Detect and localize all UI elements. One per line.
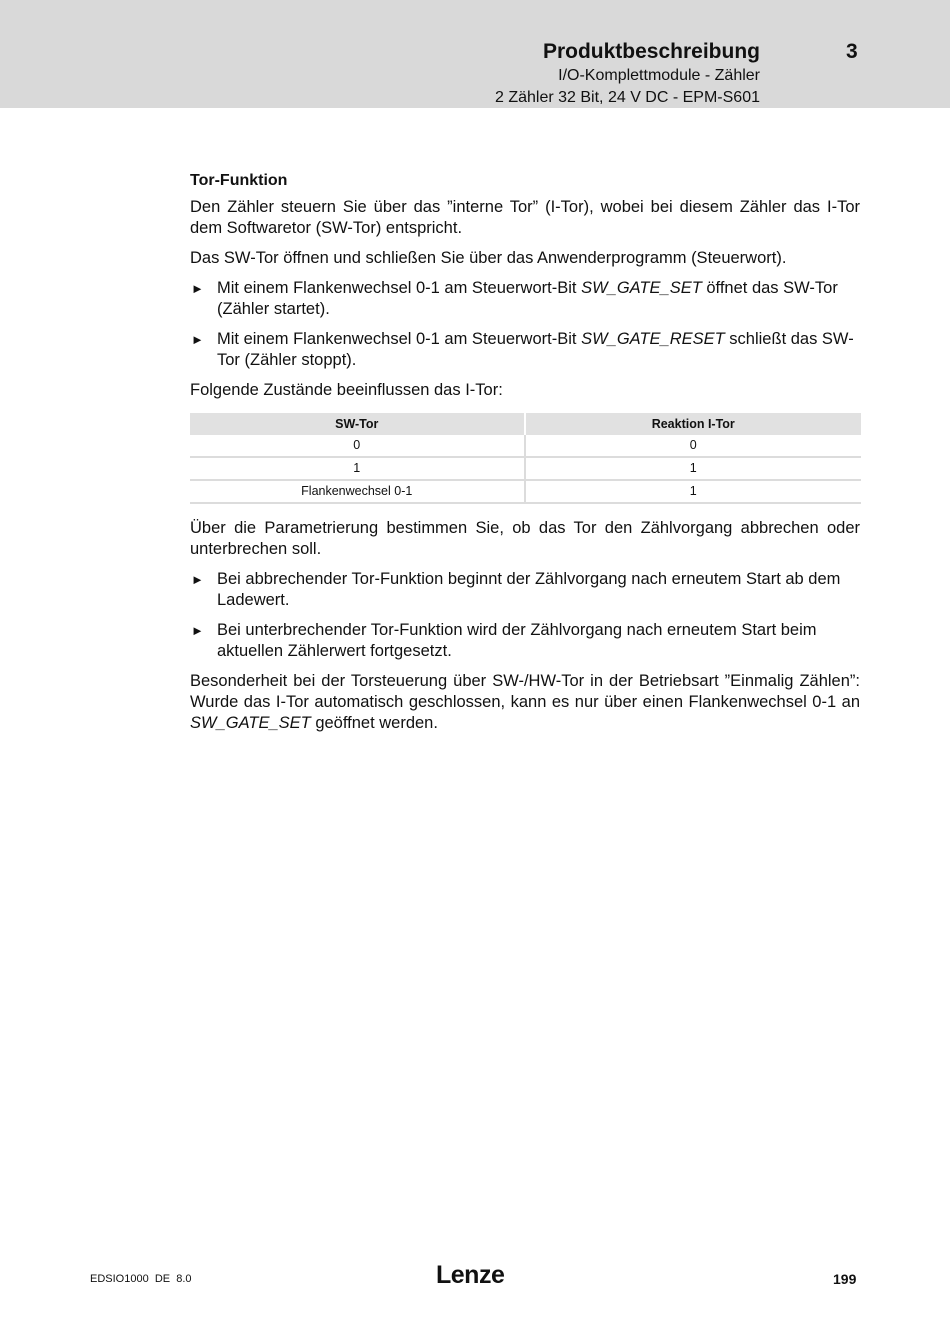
final-paragraph (190, 671, 860, 734)
header-band (0, 0, 950, 108)
column-header-sw-tor: SW-Tor (190, 413, 526, 435)
table-cell: 1 (526, 458, 862, 481)
table-row (190, 458, 861, 481)
final-text-after: geöffnet werden. (310, 714, 438, 732)
footer-document-id: EDSIO1000 DE 8.0 (90, 1273, 192, 1285)
list-item (190, 329, 860, 371)
list-item-text-before: Mit einem Flankenwechsel 0-1 am Steuerwort-Bit (217, 330, 582, 348)
triangle-right-icon: ► (191, 332, 204, 347)
header-title: Produktbeschreibung (542, 40, 760, 63)
table-cell: Flankenwechsel 0-1 (190, 481, 526, 504)
list-item (190, 569, 860, 611)
list-item-text: Bei unterbrechender Tor-Funktion wird der Zählvorgang nach erneutem Start beim aktuellen Zählerwert fortgesetzt. (217, 621, 817, 660)
table-header-row (190, 413, 861, 435)
table-intro: Folgende Zustände beeinflussen das I-Tor: (190, 381, 503, 399)
table-row (190, 481, 861, 504)
triangle-right-icon: ► (191, 623, 204, 638)
table-row (190, 435, 861, 458)
table-cell: 1 (526, 481, 862, 504)
final-code: SW_GATE_SET (190, 714, 311, 732)
list-item-text-after: öffnet das SW-Tor (Zähler startet). (217, 279, 838, 318)
page-number: 199 (833, 1271, 857, 1287)
header-subtitle-2: 2 Zähler 32 Bit, 24 V DC - EPM-S601 (495, 89, 760, 106)
list-item (190, 620, 860, 662)
parametrization-paragraph: Über die Parametrierung bestimmen Sie, ob das Tor den Zählvorgang abbrechen oder unterbrechen soll. (190, 519, 860, 558)
triangle-right-icon: ► (191, 572, 204, 587)
states-table (190, 413, 861, 504)
list-item-code: SW_GATE_SET (581, 279, 702, 297)
list-item-code: SW_GATE_RESET (581, 330, 725, 348)
table-cell: 0 (526, 435, 862, 458)
triangle-right-icon: ► (191, 281, 204, 296)
list-item-text-before: Mit einem Flankenwechsel 0-1 am Steuerwort-Bit (217, 279, 582, 297)
final-text-before: Besonderheit bei der Torsteuerung über SW-/HW-Tor in der Betriebsart ”Einmalig Zählen”: Wurde das I-Tor automatisch geschlossen, kann es nur über einen Flankenwechsel 0-1 an (190, 672, 860, 711)
table-cell: 0 (190, 435, 526, 458)
intro-paragraph: Den Zähler steuern Sie über das ”interne Tor” (I-Tor), wobei bei diesem Zähler das I-Tor dem Softwaretor (SW-Tor) entspricht. (190, 198, 860, 237)
sw-tor-paragraph: Das SW-Tor öffnen und schließen Sie über das Anwenderprogramm (Steuerwort). (190, 249, 787, 267)
list-item (190, 278, 860, 320)
list-item-text-after: schließt das SW-Tor (Zähler stoppt). (217, 330, 854, 369)
header-subtitle-1: I/O-Komplettmodule - Zähler (558, 67, 760, 84)
list-item-text: Bei abbrechender Tor-Funktion beginnt der Zählvorgang nach erneutem Start ab dem Ladewert. (217, 570, 841, 609)
table-cell: 1 (190, 458, 526, 481)
main-content (190, 170, 860, 743)
lenze-logo: Lenze (436, 1261, 505, 1289)
chapter-number: 3 (846, 40, 858, 63)
column-header-reaktion: Reaktion I-Tor (526, 413, 862, 435)
section-heading: Tor-Funktion (190, 172, 288, 189)
